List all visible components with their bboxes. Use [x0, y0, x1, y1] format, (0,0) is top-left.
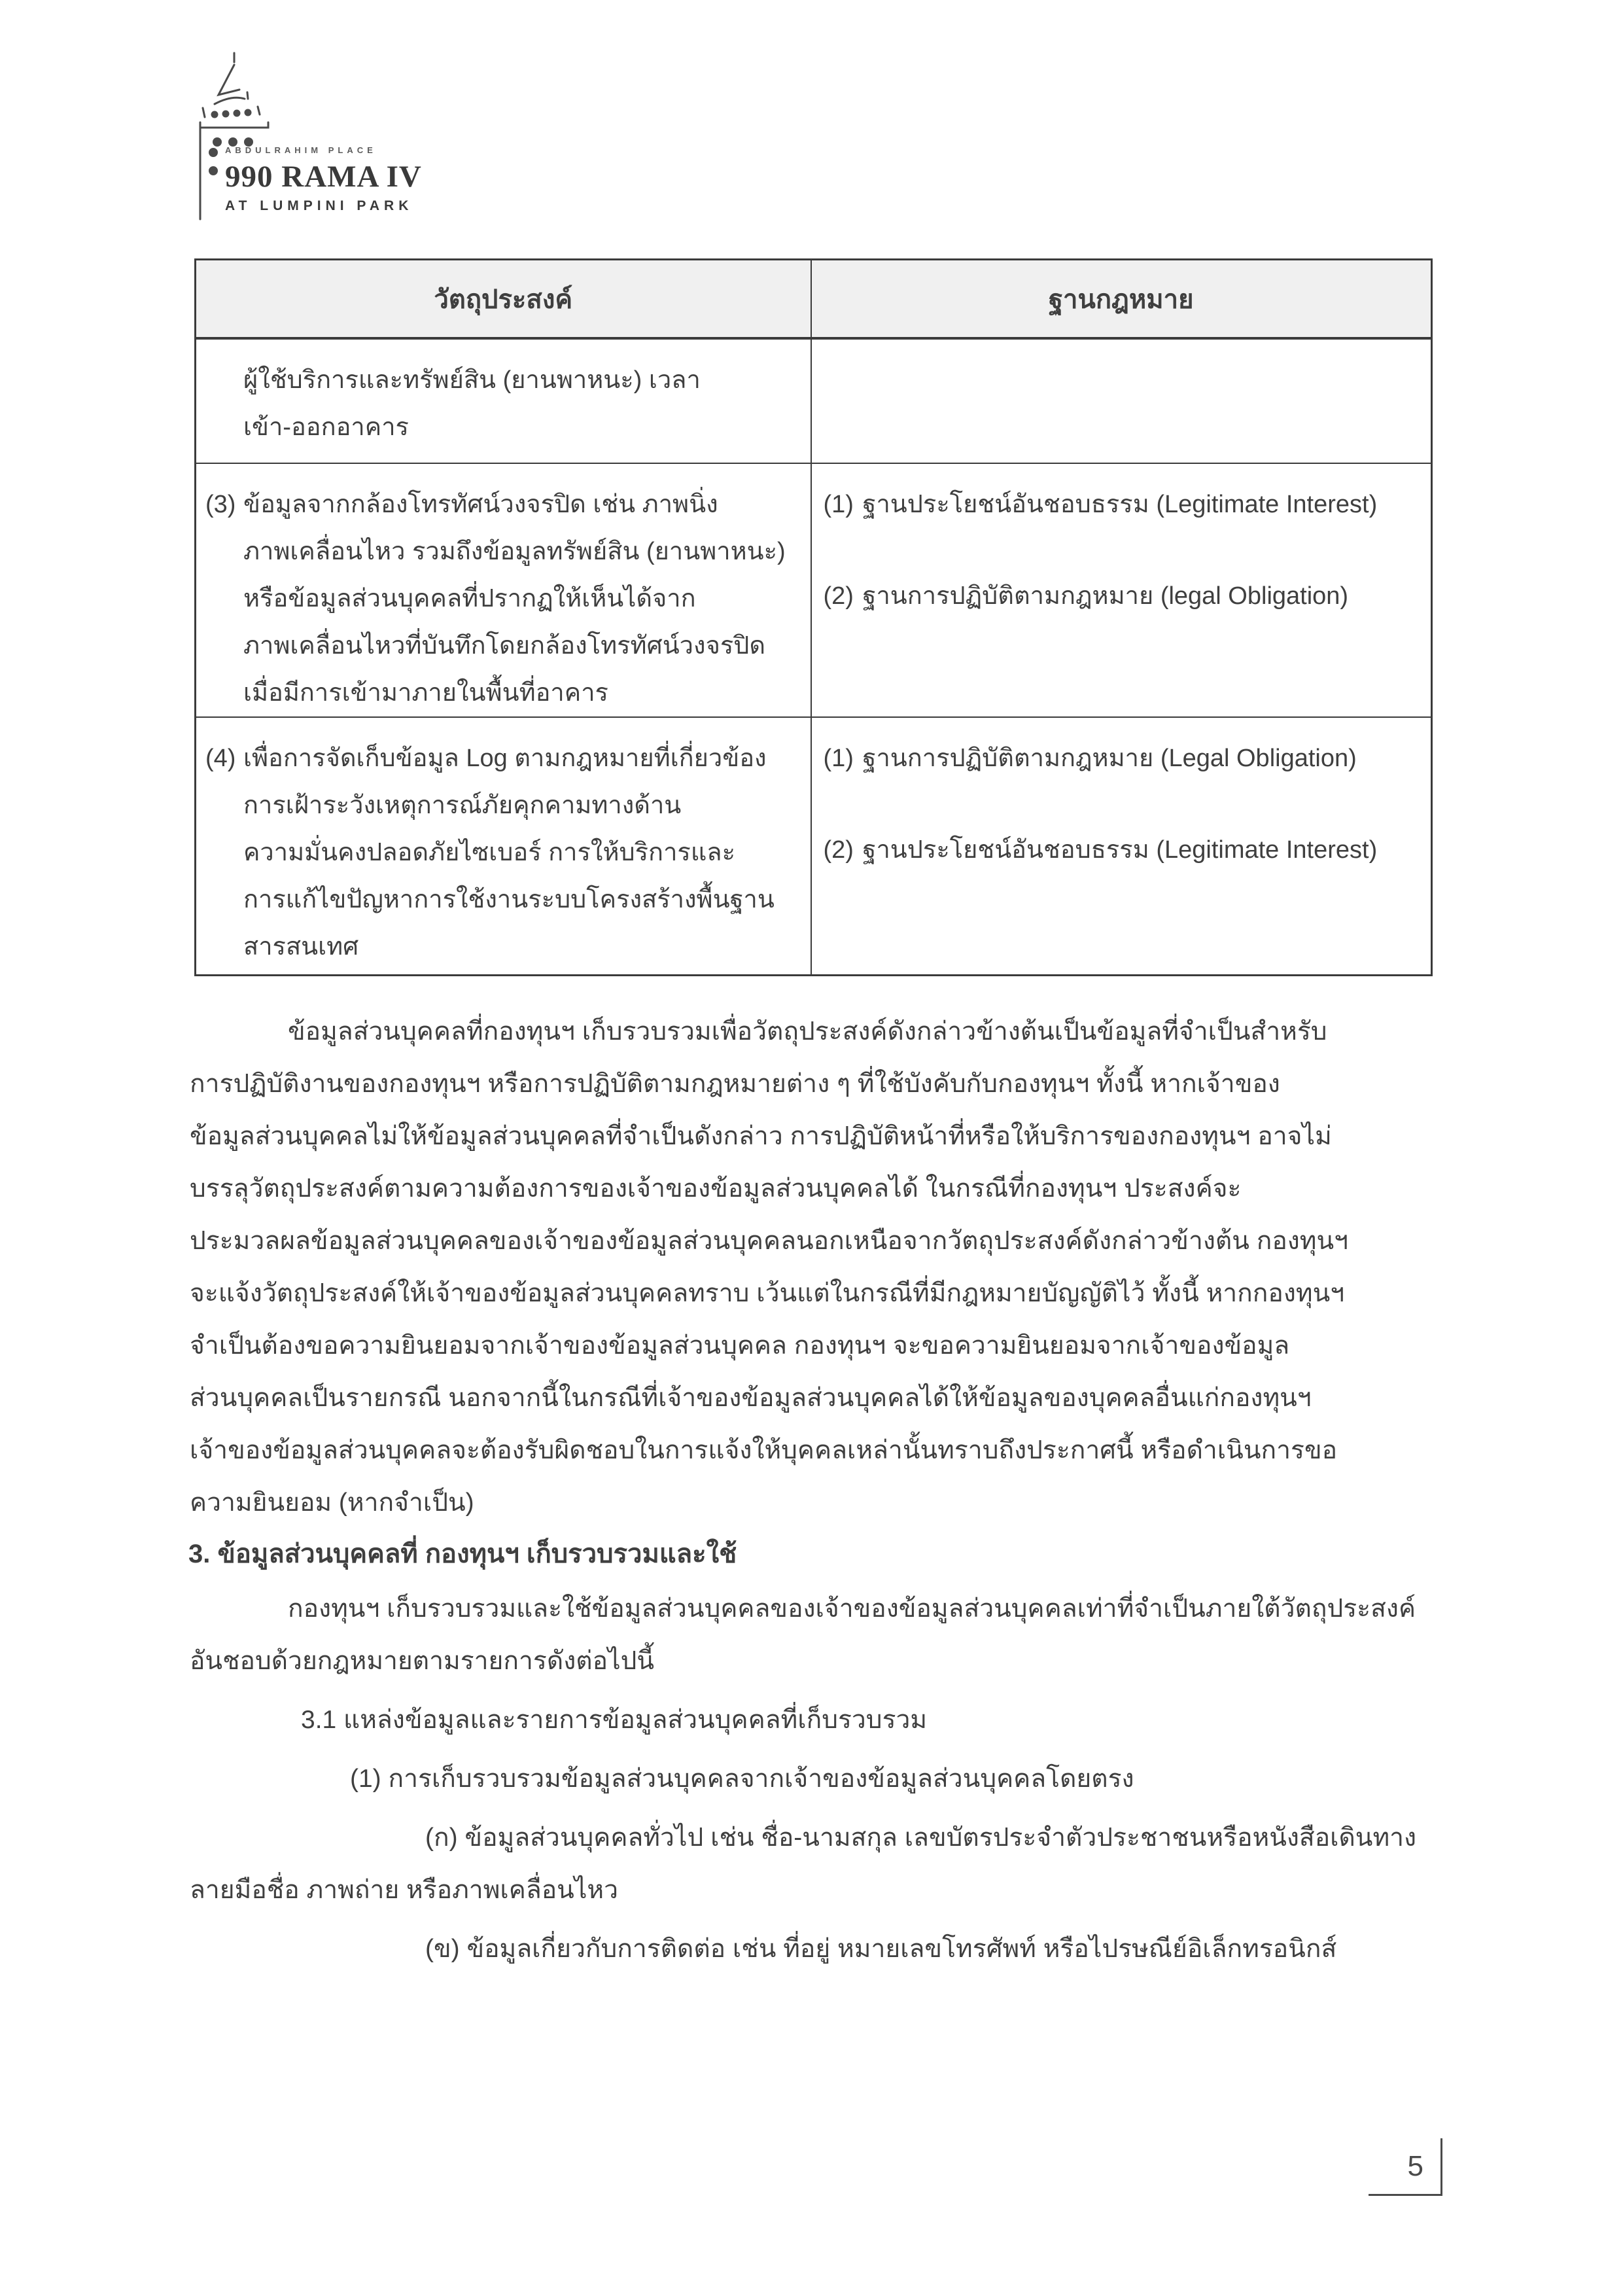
legal-cell-empty: [811, 338, 1432, 463]
purpose-line: หรือข้อมูลส่วนบุคคลที่ปรากฏให้เห็นได้จาก: [243, 585, 696, 612]
list-item: (ข) ข้อมูลเกี่ยวกับการติดต่อ เช่น ที่อยู่ หมายเลขโทรศัพท์ หรือไปรษณีย์อิเล็กทรอนิกส์: [425, 1935, 1337, 1963]
paragraph-line: จะแจ้งวัตถุประสงค์ให้เจ้าของข้อมูลส่วนบุคคลทราบ เว้นแต่ในกรณีที่มีกฎหมายบัญญัติไว้ ทั้งนี้ หากกองทุนฯ: [190, 1279, 1345, 1307]
paragraph-line: กองทุนฯ เก็บรวบรวมและใช้ข้อมูลส่วนบุคคลของเจ้าของข้อมูลส่วนบุคคลเท่าที่จำเป็นภายใต้วัตถุประสงค์: [288, 1595, 1416, 1623]
table-row: [196, 338, 1432, 463]
purpose-line: ข้อมูลจากกล้องโทรทัศน์วงจรปิด เช่น ภาพนิ่ง: [243, 491, 718, 518]
logo-line-990-rama-iv: 990 RAMA IV: [225, 160, 422, 194]
legal-item: [824, 481, 1426, 528]
page-number: [1369, 2138, 1442, 2196]
legal-cell: [811, 717, 1432, 976]
legal-item-text: ฐานประโยชน์อันชอบธรรม (Legitimate Interest): [862, 491, 1378, 518]
item-number: [205, 357, 243, 451]
logo-line-abdulrahim-place: ABDULRAHIM PLACE: [225, 145, 377, 155]
paragraph-line: ความยินยอม (หากจำเป็น): [190, 1489, 474, 1517]
paragraph-line: อันชอบด้วยกฎหมายตามรายการดังต่อไปนี้: [190, 1647, 655, 1675]
page-number-value: 5: [1407, 2149, 1423, 2182]
paragraph-line: การปฏิบัติงานของกองทุนฯ หรือการปฏิบัติตามกฎหมายต่าง ๆ ที่ใช้บังคับกับกองทุนฯ ทั้งนี้ หากเจ้าของ: [190, 1070, 1280, 1098]
table-row: [196, 717, 1432, 976]
paragraph-line: ข้อมูลส่วนบุคคลไม่ให้ข้อมูลส่วนบุคคลที่จำเป็นดังกล่าว การปฏิบัติหน้าที่หรือให้บริการของกองทุนฯ อาจไม่: [190, 1122, 1332, 1150]
legal-item: [824, 573, 1426, 620]
purpose-line: สารสนเทศ: [243, 933, 359, 961]
purpose-cell: [196, 338, 811, 463]
legal-item: [824, 735, 1426, 782]
item-number: (4): [205, 745, 236, 772]
purpose-line: ภาพเคลื่อนไหว รวมถึงข้อมูลทรัพย์สิน (ยานพาหนะ): [243, 538, 786, 565]
item-number: (2): [823, 836, 854, 864]
list-item: (ก) ข้อมูลส่วนบุคคลทั่วไป เช่น ชื่อ-นามสกุล เลขบัตรประจำตัวประชาชนหรือหนังสือเดินทาง: [425, 1824, 1417, 1852]
section-heading: 3. ข้อมูลส่วนบุคคลที่ กองทุนฯ เก็บรวบรวมและใช้: [188, 1540, 737, 1568]
purpose-line: เข้า-ออกอาคาร: [243, 414, 409, 441]
logo-line-at-lumpini-park: AT LUMPINI PARK: [225, 198, 413, 213]
purpose-cell: [196, 717, 811, 976]
legal-item-text: ฐานการปฏิบัติตามกฎหมาย (legal Obligation): [862, 582, 1349, 610]
purpose-line: ความมั่นคงปลอดภัยไซเบอร์ การให้บริการและ: [243, 839, 736, 866]
paragraph-line: เจ้าของข้อมูลส่วนบุคคลจะต้องรับผิดชอบในการแจ้งให้บุคคลเหล่านั้นทราบถึงประกาศนี้ หรือดำเนินการขอ: [190, 1436, 1338, 1464]
paragraph: [190, 1011, 1439, 1534]
paragraph-line: บรรลุวัตถุประสงค์ตามความต้องการของเจ้าของข้อมูลส่วนบุคคลได้ ในกรณีที่กองทุนฯ ประสงค์จะ: [190, 1174, 1242, 1203]
logo-text: [225, 145, 422, 214]
subsection-heading: 3.1 แหล่งข้อมูลและรายการข้อมูลส่วนบุคคลที่เก็บรวบรวม: [301, 1706, 928, 1734]
legal-item-text: ฐานประโยชน์อันชอบธรรม (Legitimate Interest): [862, 836, 1378, 864]
purpose-line: การแก้ไขปัญหาการใช้งานระบบโครงสร้างพื้นฐาน: [243, 886, 775, 913]
table-header-purpose: วัตถุประสงค์: [196, 260, 811, 339]
paragraph-line: จำเป็นต้องขอความยินยอมจากเจ้าของข้อมูลส่วนบุคคล กองทุนฯ จะขอความยินยอมจากเจ้าของข้อมูล: [190, 1332, 1290, 1360]
purpose-line: เมื่อมีการเข้ามาภายในพื้นที่อาคาร: [243, 679, 608, 707]
table-header-row: [196, 260, 1432, 339]
legal-cell: [811, 463, 1432, 717]
purpose-line: เพื่อการจัดเก็บข้อมูล Log ตามกฎหมายที่เกี่ยวข้อง: [243, 745, 767, 772]
table-header-legal-basis: ฐานกฎหมาย: [811, 260, 1432, 339]
purpose-line: ภาพเคลื่อนไหวที่บันทึกโดยกล้องโทรทัศน์วงจรปิด: [243, 632, 766, 660]
legal-item-text: ฐานการปฏิบัติตามกฎหมาย (Legal Obligation): [862, 745, 1357, 772]
item-number: (1): [823, 745, 854, 772]
paragraph-line: ข้อมูลส่วนบุคคลที่กองทุนฯ เก็บรวบรวมเพื่อวัตถุประสงค์ดังกล่าวข้างต้นเป็นข้อมูลที่จำเป็นสำหรับ: [288, 1017, 1327, 1046]
purpose-legal-table: [194, 258, 1433, 976]
purpose-line: การเฝ้าระวังเหตุการณ์ภัยคุกคามทางด้าน: [243, 792, 682, 819]
purpose-cell: [196, 463, 811, 717]
building-logo: [195, 49, 422, 222]
legal-item: [824, 826, 1426, 874]
item-number: (2): [823, 582, 854, 610]
purpose-line: ผู้ใช้บริการและทรัพย์สิน (ยานพาหนะ) เวลา: [243, 366, 701, 394]
table-row: [196, 463, 1432, 717]
list-item: (1) การเก็บรวบรวมข้อมูลส่วนบุคคลจากเจ้าของข้อมูลส่วนบุคคลโดยตรง: [350, 1765, 1134, 1793]
item-number: (1): [823, 491, 854, 518]
paragraph-line: ส่วนบุคคลเป็นรายกรณี นอกจากนี้ในกรณีที่เจ้าของข้อมูลส่วนบุคคลได้ให้ข้อมูลของบุคคลอื่นแก่กองทุนฯ: [190, 1384, 1312, 1412]
item-number: (3): [205, 491, 236, 518]
paragraph-line: ประมวลผลข้อมูลส่วนบุคคลของเจ้าของข้อมูลส่วนบุคคลนอกเหนือจากวัตถุประสงค์ดังกล่าวข้างต้น กองทุนฯ: [190, 1227, 1349, 1255]
list-item-continuation: ลายมือชื่อ ภาพถ่าย หรือภาพเคลื่อนไหว: [190, 1876, 619, 1904]
